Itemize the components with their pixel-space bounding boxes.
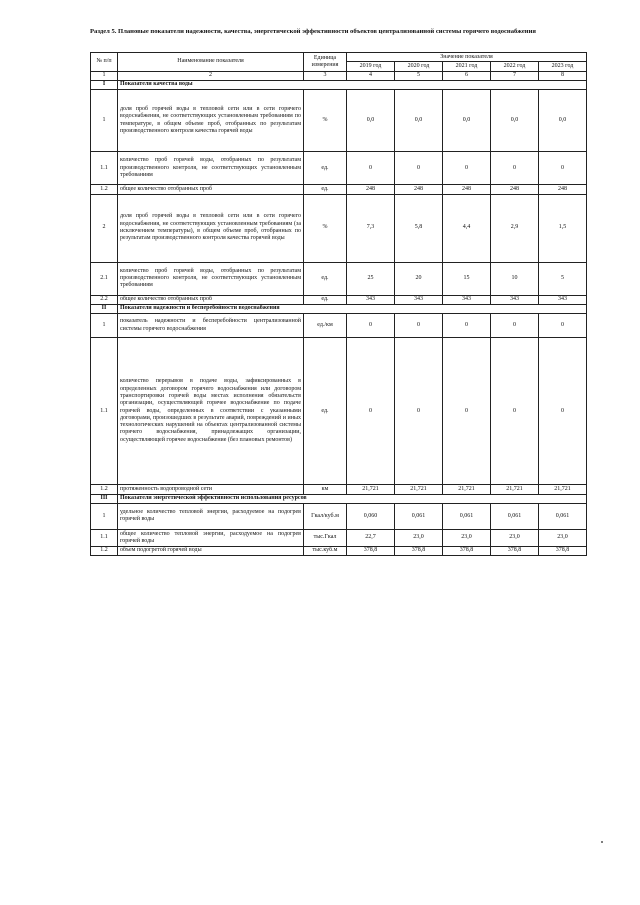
value-cell: 0 (491, 338, 539, 485)
column-number: 2 (118, 71, 304, 80)
unit-cell: тыс.куб.м (304, 546, 347, 555)
row-number: 1 (91, 503, 118, 529)
indicators-table (90, 52, 587, 556)
header-year: 2023 год (539, 62, 587, 71)
header-year: 2022 год (491, 62, 539, 71)
column-number: 7 (491, 71, 539, 80)
indicator-name: общее количество отобранных проб (118, 295, 304, 304)
value-cell: 0 (539, 338, 587, 485)
table-row (91, 338, 587, 485)
value-cell: 21,721 (491, 485, 539, 494)
column-number: 3 (304, 71, 347, 80)
section-header-row (91, 80, 587, 89)
value-cell: 5 (539, 262, 587, 295)
value-cell: 0 (539, 314, 587, 338)
indicator-name: общее количество отобранных проб (118, 185, 304, 194)
value-cell: 248 (347, 185, 395, 194)
value-cell: 7,3 (347, 194, 395, 262)
scan-dot (601, 841, 603, 843)
column-number: 8 (539, 71, 587, 80)
value-cell: 0 (395, 152, 443, 185)
unit-cell: тыс.Гкал (304, 529, 347, 546)
value-cell: 0,061 (491, 503, 539, 529)
unit-cell: ед. (304, 152, 347, 185)
value-cell: 23,0 (443, 529, 491, 546)
value-cell: 0,0 (539, 90, 587, 152)
indicator-name: количество проб горячей воды, отобранных по результатам производственного контроля, не соответствующих установленным требованиям (118, 262, 304, 295)
value-cell: 343 (347, 295, 395, 304)
table-row (91, 503, 587, 529)
header-year: 2019 год (347, 62, 395, 71)
value-cell: 0,0 (395, 90, 443, 152)
value-cell: 0,0 (491, 90, 539, 152)
section-header-row (91, 494, 587, 503)
row-number: 1.1 (91, 529, 118, 546)
section-number: III (91, 494, 118, 503)
table-row (91, 194, 587, 262)
value-cell: 248 (443, 185, 491, 194)
column-numbers-row (91, 71, 587, 80)
value-cell: 0,061 (395, 503, 443, 529)
indicator-name: показатель надежности и бесперебойности централизованной системы горячего водоснабжения (118, 314, 304, 338)
value-cell: 22,7 (347, 529, 395, 546)
value-cell: 21,721 (539, 485, 587, 494)
section-title: Показатели энергетической эффективности использования ресурсов (118, 494, 587, 503)
row-number: 2.2 (91, 295, 118, 304)
value-cell: 0 (443, 338, 491, 485)
value-cell: 0 (491, 152, 539, 185)
indicator-name: общее количество тепловой энергии, расходуемое на подогрев горячей воды (118, 529, 304, 546)
table-row (91, 90, 587, 152)
section-title: Показатели качества воды (118, 80, 587, 89)
value-cell: 378,8 (539, 546, 587, 555)
section-number: I (91, 80, 118, 89)
row-number: 1.2 (91, 485, 118, 494)
value-cell: 4,4 (443, 194, 491, 262)
column-number: 6 (443, 71, 491, 80)
unit-cell: ед. (304, 295, 347, 304)
row-number: 1.2 (91, 546, 118, 555)
table-row (91, 529, 587, 546)
table-row (91, 485, 587, 494)
row-number: 1.1 (91, 152, 118, 185)
unit-cell: ед. (304, 185, 347, 194)
unit-cell: % (304, 194, 347, 262)
value-cell: 0,061 (539, 503, 587, 529)
value-cell: 0 (539, 152, 587, 185)
indicator-name: объем подогретой горячей воды (118, 546, 304, 555)
table-body (91, 80, 587, 555)
value-cell: 378,8 (491, 546, 539, 555)
value-cell: 0 (491, 314, 539, 338)
table-row (91, 295, 587, 304)
value-cell: 343 (395, 295, 443, 304)
value-cell: 343 (491, 295, 539, 304)
header-unit: Единица измерения (304, 53, 347, 72)
value-cell: 0 (443, 152, 491, 185)
section-header-row (91, 304, 587, 313)
section-number: II (91, 304, 118, 313)
value-cell: 378,8 (443, 546, 491, 555)
value-cell: 0,060 (347, 503, 395, 529)
value-cell: 0 (347, 338, 395, 485)
value-cell: 248 (491, 185, 539, 194)
unit-cell: % (304, 90, 347, 152)
row-number: 2.1 (91, 262, 118, 295)
value-cell: 21,721 (395, 485, 443, 494)
table-row (91, 314, 587, 338)
column-number: 5 (395, 71, 443, 80)
indicator-name: количество перерывов в подаче воды, зафиксированных в определенных договором горячего водоснабжения или договором транспортировки горячей воды местах исполнения обязательств организации, осуществляющей горячее водоснабжение по подаче горячей воды, определенных в соответствии с указанными договорами, произошедших в результате аварий, повреждений и иных технологических нарушений на объектах централизованной системы горячего водоснабжения, принадлежащих организации, осуществляющей горячее водоснабжение (без плановых ремонтов) (118, 338, 304, 485)
header-year: 2020 год (395, 62, 443, 71)
value-cell: 0 (395, 338, 443, 485)
table-row (91, 152, 587, 185)
value-cell: 25 (347, 262, 395, 295)
value-cell: 10 (491, 262, 539, 295)
value-cell: 343 (539, 295, 587, 304)
value-cell: 248 (395, 185, 443, 194)
row-number: 2 (91, 194, 118, 262)
indicator-name: доля проб горячей воды в тепловой сети или в сети горячего водоснабжения, не соответствующих установленным требованиям по температуре, в общем объеме проб, отобранных по результатам производственного контроля качества горячей воды (118, 90, 304, 152)
indicator-name: доля проб горячей воды в тепловой сети или в сети горячего водоснабжения, не соответствующих установленным требованиям (за исключением температуры), в общем объеме проб, отобранных по результатам производственного контроля качества горячей воды (118, 194, 304, 262)
value-cell: 0 (443, 314, 491, 338)
indicator-name: удельное количество тепловой энергии, расходуемое на подогрев горячей воды (118, 503, 304, 529)
header-values-group: Значение показателя (347, 53, 587, 62)
indicator-name: протяженность водопроводной сети (118, 485, 304, 494)
value-cell: 1,5 (539, 194, 587, 262)
value-cell: 343 (443, 295, 491, 304)
value-cell: 15 (443, 262, 491, 295)
value-cell: 5,8 (395, 194, 443, 262)
value-cell: 0 (347, 314, 395, 338)
table-row (91, 262, 587, 295)
unit-cell: км (304, 485, 347, 494)
header-num: № п/п (91, 53, 118, 72)
column-number: 1 (91, 71, 118, 80)
header-year: 2021 год (443, 62, 491, 71)
row-number: 1 (91, 314, 118, 338)
unit-cell: ед./км (304, 314, 347, 338)
value-cell: 23,0 (491, 529, 539, 546)
unit-cell: ед. (304, 262, 347, 295)
value-cell: 0 (347, 152, 395, 185)
table-row (91, 185, 587, 194)
row-number: 1.1 (91, 338, 118, 485)
row-number: 1.2 (91, 185, 118, 194)
column-number: 4 (347, 71, 395, 80)
table-row (91, 546, 587, 555)
section-title: Показатели надежности и бесперебойности водоснабжения (118, 304, 587, 313)
value-cell: 378,8 (395, 546, 443, 555)
indicator-name: количество проб горячей воды, отобранных по результатам производственного контроля, не соответствующих установленным требованиям (118, 152, 304, 185)
value-cell: 21,721 (443, 485, 491, 494)
row-number: 1 (91, 90, 118, 152)
value-cell: 23,0 (539, 529, 587, 546)
value-cell: 21,721 (347, 485, 395, 494)
value-cell: 0 (395, 314, 443, 338)
unit-cell: ед. (304, 338, 347, 485)
value-cell: 20 (395, 262, 443, 295)
header-name: Наименование показателя (118, 53, 304, 72)
value-cell: 248 (539, 185, 587, 194)
value-cell: 0,0 (347, 90, 395, 152)
value-cell: 2,9 (491, 194, 539, 262)
value-cell: 378,8 (347, 546, 395, 555)
value-cell: 0,061 (443, 503, 491, 529)
value-cell: 0,0 (443, 90, 491, 152)
value-cell: 23,0 (395, 529, 443, 546)
unit-cell: Гкал/куб.м (304, 503, 347, 529)
page-title: Раздел 5. Плановые показатели надежности, качества, энергетической эффективности объектов централизованной системы горячего водоснабжения (90, 28, 536, 35)
